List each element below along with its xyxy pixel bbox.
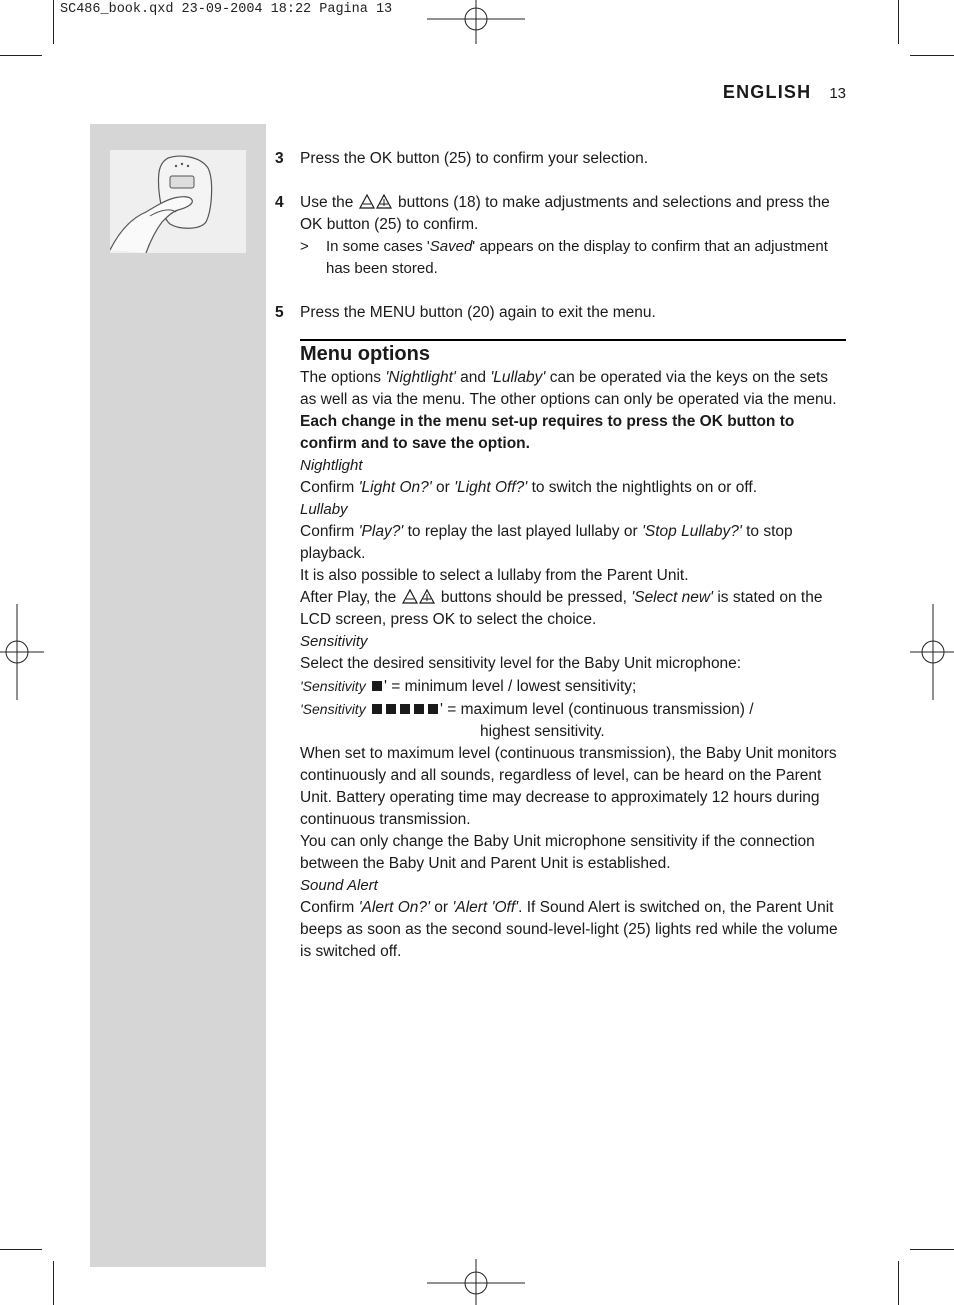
step-4-result [300,236,846,280]
sensitivity-min [300,675,846,698]
lullaby-text-2: It is also possible to select a lullaby from the Parent Unit. [300,567,689,584]
body-text: buttons should be pressed, [440,589,632,606]
sensitivity-max [300,698,846,721]
step-number: 5 [275,304,284,321]
body-text: Confirm [300,523,359,540]
result-text: In some cases ' [326,238,430,255]
crop-mark [898,1261,899,1305]
step-number: 3 [275,150,284,167]
intro-text: can be operated via the keys on the sets as well as via the menu. The other options can only be operated via the menu. [300,369,837,408]
section-title: Menu options [300,343,430,365]
crop-mark [0,55,42,56]
language-label: ENGLISH [722,82,812,102]
body-text: 'Light Off?' [454,479,528,496]
filled-square-icon [386,704,396,714]
body-text: 'Select new' [631,589,714,606]
result-text: ' appears on the display to confirm that an adjustment has been stored. [326,238,828,277]
step-text: Press the MENU button (20) again to exit the menu. [300,304,656,321]
printer-slug: SC486_book.qxd 23-09-2004 18:22 Pagina 13 [60,2,393,17]
intro-text: and [455,369,491,386]
body-text: ' = maximum level (continuous transmission) / [440,701,754,718]
up-down-triangle-icon [401,588,437,604]
crop-mark [910,55,954,56]
menu-intro [300,367,846,455]
thumbnail-image [110,150,246,253]
step-4 [275,192,846,236]
registration-mark-top [427,0,525,44]
body-text: to replay the last played lullaby or [403,523,642,540]
body-text: 'Play?' [358,523,404,540]
filled-square-icon [400,704,410,714]
crop-mark [0,1249,42,1250]
body-text: . If Sound Alert is switched on, the Parent Unit beeps as soon as the second sound-level-light (25) lights red while the volume is switched off. [300,899,838,960]
step-5 [275,302,846,324]
step-number: 4 [275,194,284,211]
step-text: buttons (18) to make adjustments and selections and press the OK button (25) to confirm. [300,194,830,233]
subheading-sensitivity: Sensitivity [300,633,368,650]
body-text: to switch the nightlights on or off. [527,479,758,496]
step-3 [275,148,846,170]
filled-square-icon [372,681,382,691]
body-text: 'Stop Lullaby?' [641,523,742,540]
body-text: 'Alert 'Off' [452,899,519,916]
body-text: or [431,479,455,496]
crop-mark [53,1261,54,1305]
hand-holding-baby-unit-illustration [110,150,246,253]
subheading-nightlight: Nightlight [300,457,363,474]
sensitivity-max-cont: highest sensitivity. [480,723,605,740]
page-header [680,82,846,103]
step-text: Use the [300,194,354,211]
result-marker: > [300,238,309,255]
registration-mark-bottom [427,1259,525,1305]
body-text: 'Sensitivity [300,678,366,694]
lullaby-text-3 [300,587,846,631]
crop-mark [53,0,54,44]
intro-text: 'Nightlight' [385,369,456,386]
lullaby-text [300,521,846,565]
crop-mark [910,1249,954,1250]
sensitivity-text: Select the desired sensitivity level for the Baby Unit microphone: [300,655,742,672]
body-text: 'Sensitivity [300,701,366,717]
body-text: Confirm [300,899,359,916]
sound-alert-text [300,897,846,963]
body-text: ' = minimum level / lowest sensitivity; [384,678,637,695]
up-down-triangle-icon [358,193,394,209]
main-content [275,148,846,963]
page-number: 13 [829,85,846,102]
nightlight-text [300,477,846,499]
body-text: to stop playback. [300,523,793,562]
step-text: Press the OK button (25) to confirm your selection. [300,150,649,167]
body-text: 'Alert On?' [358,899,430,916]
result-text: Saved [429,238,473,255]
sidebar-panel [90,124,266,1267]
intro-emphasis: Each change in the menu set-up requires to press the OK button to confirm and to save the option. [300,413,795,452]
sensitivity-para-2: You can only change the Baby Unit microphone sensitivity if the connection between the Baby Unit and Parent Unit is established. [300,833,815,872]
body-text: is stated on the LCD screen, press OK to select the choice. [300,589,823,628]
body-text: or [429,899,453,916]
body-text: 'Light On?' [358,479,432,496]
intro-text: 'Lullaby' [490,369,546,386]
filled-square-icon [372,704,382,714]
body-text: Confirm [300,479,359,496]
filled-square-icon [428,704,438,714]
body-text: After Play, the [300,589,397,606]
sensitivity-para-1: When set to maximum level (continuous transmission), the Baby Unit monitors continuously and all sounds, regardless of level, can be heard on the Parent Unit. Battery operating time may decrease to approximately 12 hours during continuous transmission. [300,745,837,828]
registration-mark-right [910,604,954,700]
crop-mark [898,0,899,44]
intro-text: The options [300,369,386,386]
registration-mark-left [0,604,44,700]
filled-square-icon [414,704,424,714]
subheading-sound-alert: Sound Alert [300,877,378,894]
subheading-lullaby: Lullaby [300,501,348,518]
